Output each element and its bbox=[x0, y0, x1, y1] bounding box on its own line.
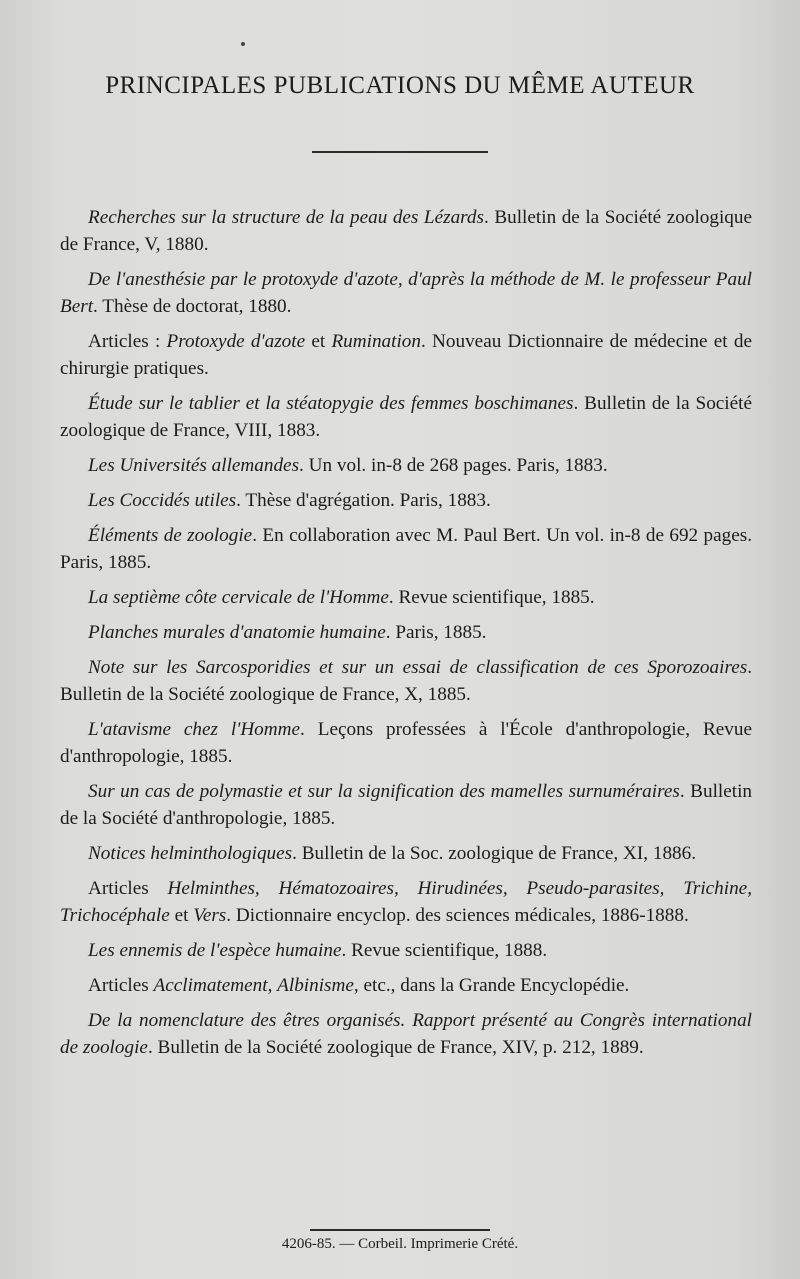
publication-entry: L'atavisme chez l'Homme. Leçons professées à l'École d'anthropologie, Revue d'anthropologie, 1885. bbox=[60, 719, 752, 767]
publication-entry: Recherches sur la structure de la peau des Lézards. Bulletin de la Société zoologique de France, V, 1880. bbox=[60, 207, 752, 255]
publication-entry: Articles : Protoxyde d'azote et Rumination. Nouveau Dictionnaire de médecine et de chirurgie pratiques. bbox=[60, 331, 752, 379]
publication-entry: Éléments de zoologie. En collaboration avec M. Paul Bert. Un vol. in-8 de 692 pages. Paris, 1885. bbox=[60, 525, 753, 573]
publication-entry: Note sur les Sarcosporidies et sur un essai de classification de ces Sporozoaires. Bulletin de la Société zoologique de France, X, 1885. bbox=[60, 657, 752, 705]
page-title: PRINCIPALES PUBLICATIONS DU MÊME AUTEUR bbox=[105, 71, 695, 100]
publication-entry: Les ennemis de l'espèce humaine. Revue scientifique, 1888. bbox=[88, 940, 548, 961]
publication-entry: De la nomenclature des êtres organisés. Rapport présenté au Congrès international de zoologie. Bulletin de la Société zoologique de France, XIV, p. 212, 1889. bbox=[60, 1010, 752, 1058]
publication-entry: Planches murales d'anatomie humaine. Paris, 1885. bbox=[88, 622, 487, 643]
publication-entry: Notices helminthologiques. Bulletin de la Soc. zoologique de France, XI, 1886. bbox=[88, 843, 697, 864]
ink-speck bbox=[241, 42, 245, 46]
publication-entry: Les Universités allemandes. Un vol. in-8 de 268 pages. Paris, 1883. bbox=[88, 455, 608, 476]
title-rule bbox=[312, 151, 488, 153]
publication-entry: Sur un cas de polymastie et sur la signification des mamelles surnuméraires. Bulletin de la Société d'anthropologie, 1885. bbox=[60, 781, 752, 829]
publication-list bbox=[60, 204, 752, 1069]
publication-entry: Articles Helminthes, Hématozoaires, Hirudinées, Pseudo-parasites, Trichine, Trichocéphale et Vers. Dictionnaire encyclop. des sciences médicales, 1886-1888. bbox=[60, 878, 752, 926]
publication-entry: Articles Acclimatement, Albinisme, etc., dans la Grande Encyclopédie. bbox=[88, 975, 630, 996]
publication-entry: De l'anesthésie par le protoxyde d'azote, d'après la méthode de M. le professeur Paul Bert. Thèse de doctorat, 1880. bbox=[60, 269, 752, 317]
publication-entry: La septième côte cervicale de l'Homme. Revue scientifique, 1885. bbox=[88, 587, 595, 608]
publication-entry: Étude sur le tablier et la stéatopygie des femmes boschimanes. Bulletin de la Société zoologique de France, VIII, 1883. bbox=[60, 393, 752, 441]
footer-rule bbox=[310, 1229, 490, 1231]
printer-imprint: 4206-85. — Corbeil. Imprimerie Crété. bbox=[281, 1236, 519, 1252]
publication-entry: Les Coccidés utiles. Thèse d'agrégation. Paris, 1883. bbox=[88, 490, 491, 511]
